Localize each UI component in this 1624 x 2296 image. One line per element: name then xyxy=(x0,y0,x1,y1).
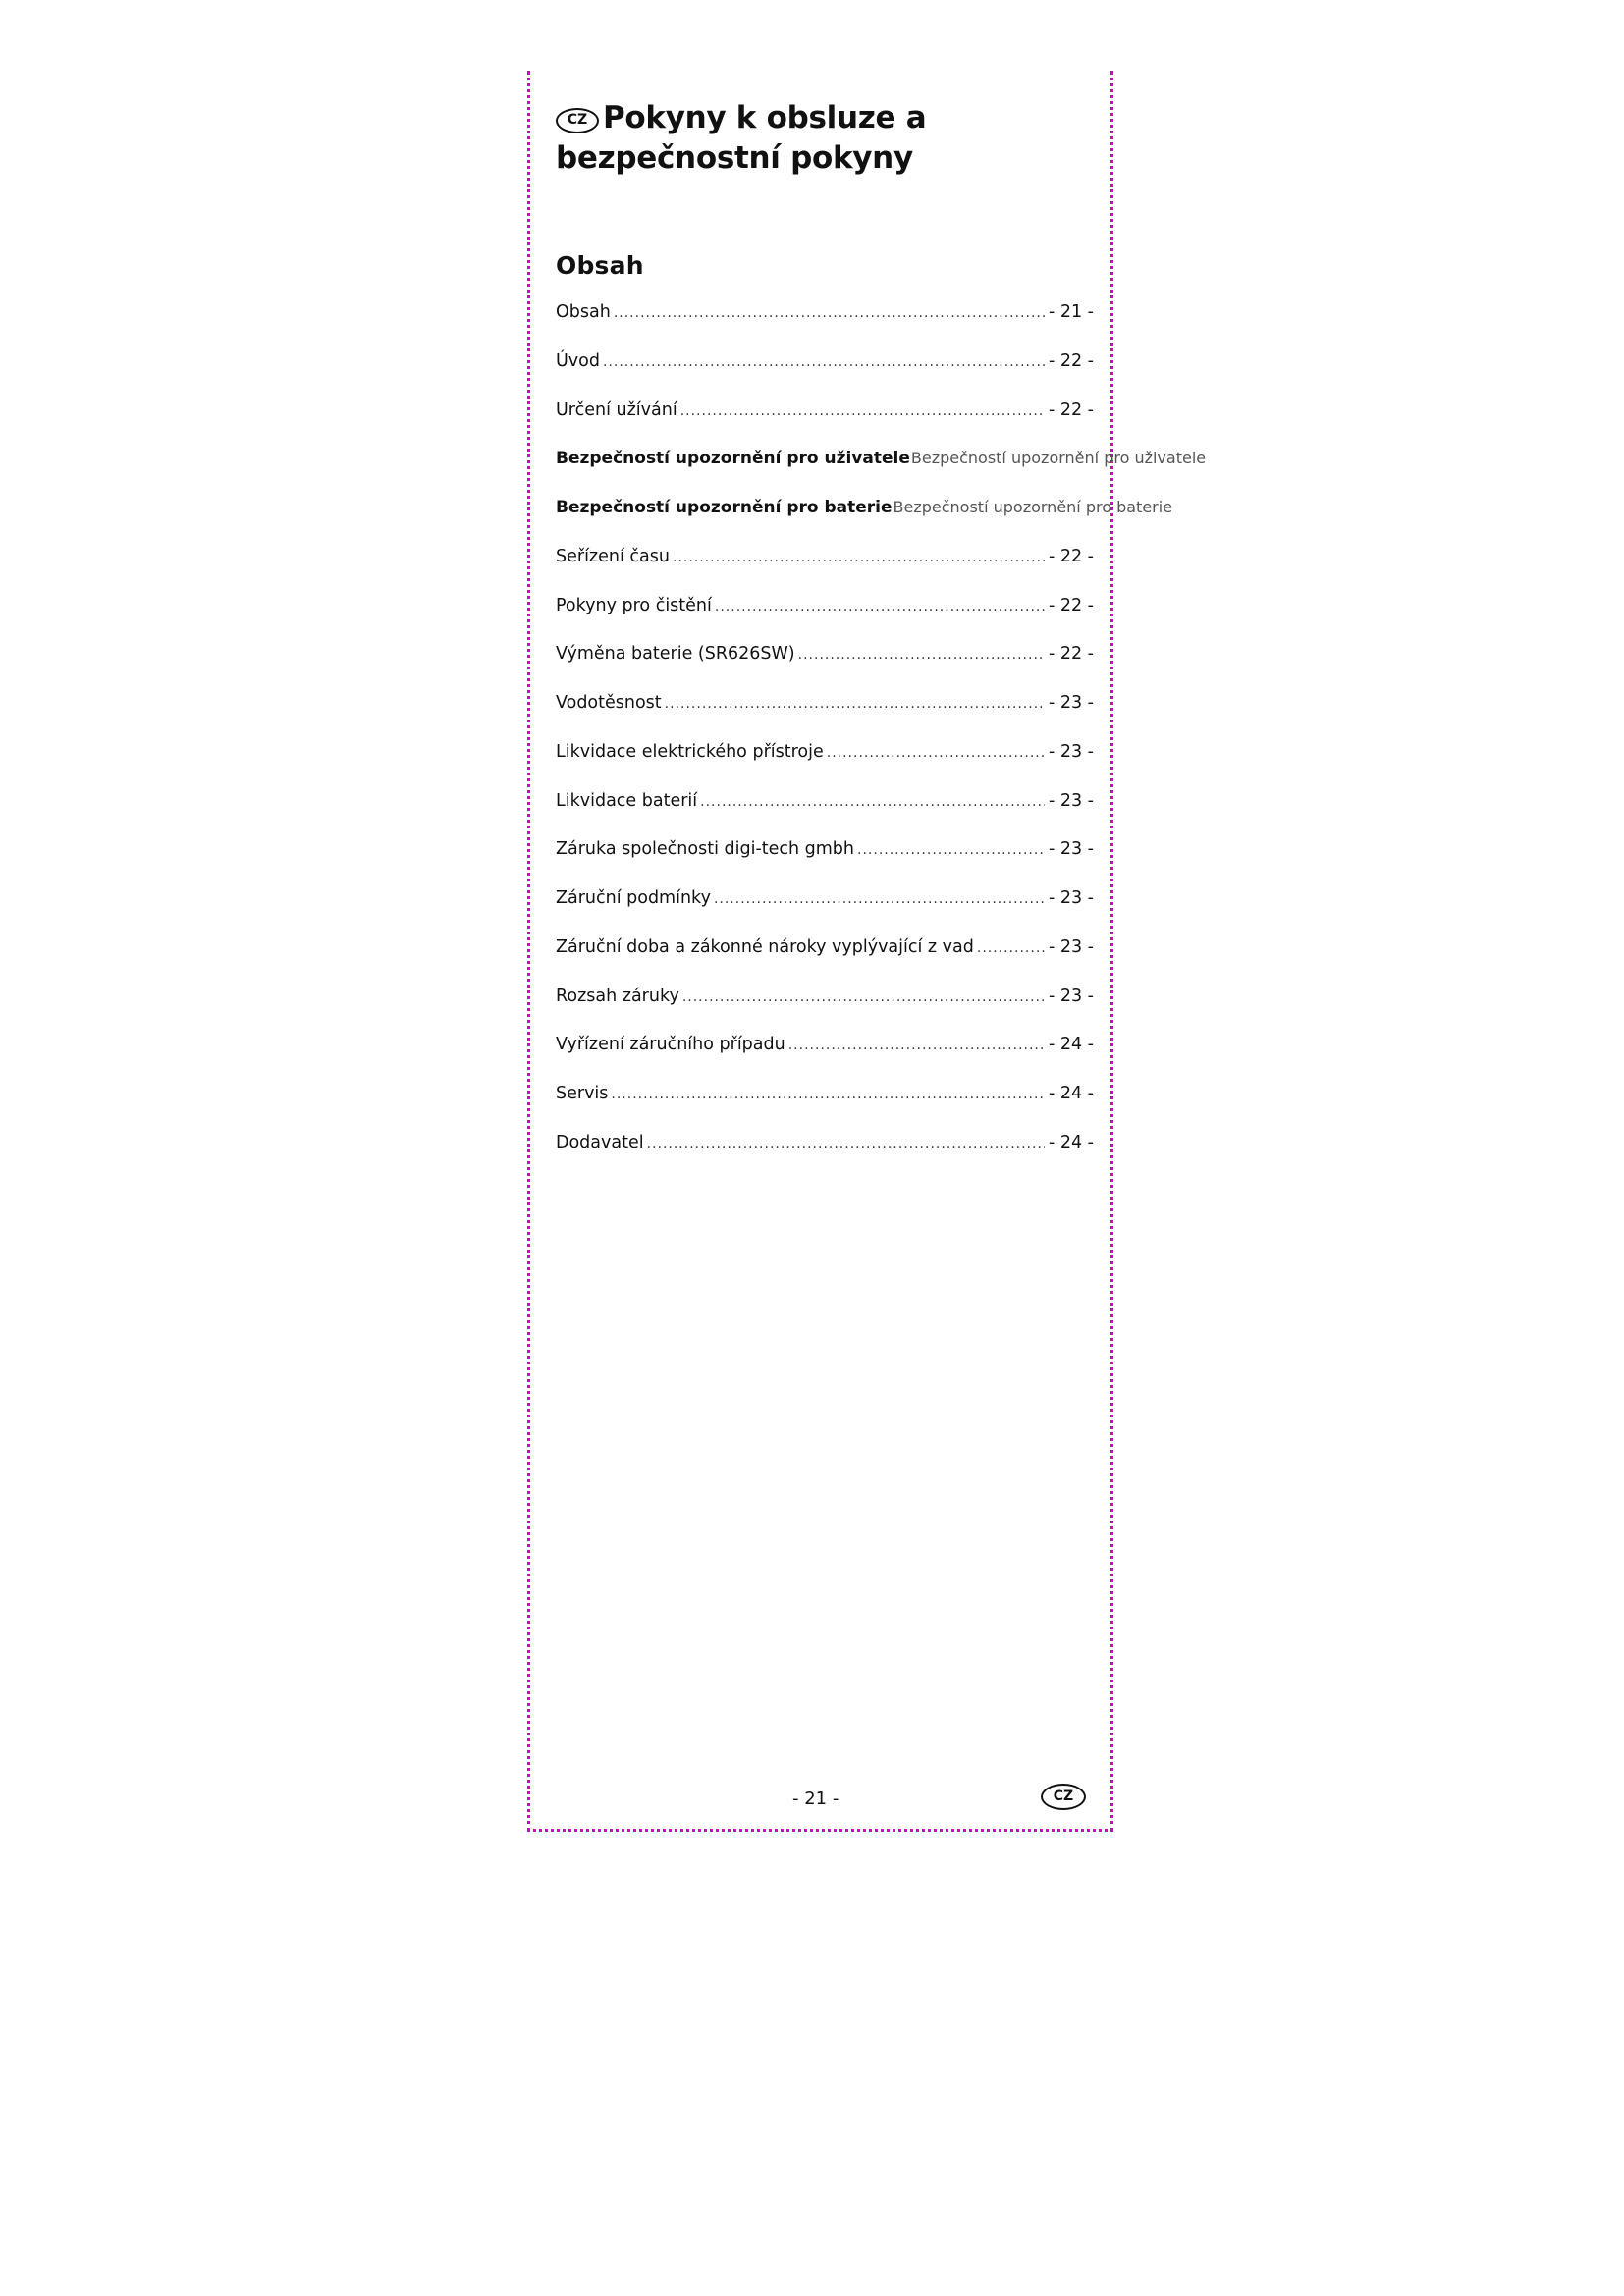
toc-entry[interactable] xyxy=(556,1035,1094,1084)
toc-entry-page: - 23 - xyxy=(1048,790,1094,811)
toc-entry-page: - 22 - xyxy=(1048,400,1094,420)
toc-dot-leader xyxy=(788,1038,1045,1053)
toc-entry[interactable] xyxy=(556,742,1094,791)
toc-entry-label: Vyřízení záručního případu xyxy=(556,1035,785,1055)
toc-entry-label: Záruka společnosti digi-tech gmbh xyxy=(556,839,855,860)
toc-entry-label: Vodotěsnost xyxy=(556,693,662,713)
toc-entry-page: - 21 - xyxy=(1048,302,1094,322)
toc-entry[interactable] xyxy=(556,987,1094,1036)
footer-cz-badge: CZ xyxy=(1041,1784,1086,1810)
toc-entry[interactable] xyxy=(556,351,1094,400)
page-title xyxy=(556,98,1066,179)
toc-dot-leader xyxy=(700,794,1045,810)
toc-entry-page: - 24 - xyxy=(1048,1084,1094,1103)
toc-dot-leader xyxy=(665,696,1045,712)
toc-entry-page: - 23 - xyxy=(1048,693,1094,713)
toc-entry[interactable] xyxy=(556,498,1173,547)
toc-entry[interactable] xyxy=(556,596,1094,645)
toc-entry[interactable] xyxy=(556,937,1094,987)
toc-entry-page: - 23 - xyxy=(1048,888,1094,908)
toc-entry-label: Obsah xyxy=(556,302,611,322)
toc-entry[interactable] xyxy=(556,888,1094,937)
toc-dot-leader xyxy=(673,550,1045,565)
toc-entry[interactable] xyxy=(556,547,1094,596)
toc-entry-page: - 22 - xyxy=(1048,350,1094,371)
toc-heading: Obsah xyxy=(556,251,644,280)
toc-entry-label: Seřízení času xyxy=(556,546,670,566)
toc-dot-leader xyxy=(857,842,1045,858)
toc-entry[interactable] xyxy=(556,693,1094,742)
toc-entry-label: Likvidace baterií xyxy=(556,790,698,811)
toc-entry-label: Rozsah záruky xyxy=(556,986,679,1006)
toc-dot-leader xyxy=(603,354,1045,370)
cz-language-badge: CZ xyxy=(556,108,599,133)
toc-dot-leader xyxy=(827,745,1045,761)
toc-entry[interactable] xyxy=(556,449,1207,498)
toc-entry-page: - 23 - xyxy=(1048,741,1094,762)
toc-entry-page: - 22 - xyxy=(1048,644,1094,665)
toc-dot-leader xyxy=(798,647,1045,663)
toc-entry-label: Úvod xyxy=(556,350,600,371)
toc-dot-leader xyxy=(977,940,1045,956)
table-of-contents xyxy=(556,302,1207,1182)
toc-entry-page: - 23 - xyxy=(1048,986,1094,1006)
toc-entry-page: - 23 - xyxy=(1048,839,1094,860)
toc-dot-leader xyxy=(614,305,1045,321)
toc-entry-label: Pokyny pro čistění xyxy=(556,595,712,615)
toc-entry[interactable] xyxy=(556,1084,1094,1133)
toc-entry-label: Bezpečností upozornění pro baterie xyxy=(556,498,893,517)
toc-entry-page: - 24 - xyxy=(1048,1035,1094,1055)
page-title-line2: bezpečnostní pokyny xyxy=(556,140,913,176)
toc-entry[interactable] xyxy=(556,791,1094,840)
toc-entry-page: - 23 - xyxy=(1048,936,1094,957)
toc-entry-label: Dodavatel xyxy=(556,1132,644,1152)
toc-entry[interactable] xyxy=(556,644,1094,693)
toc-dot-leader xyxy=(680,403,1045,419)
toc-entry[interactable] xyxy=(556,302,1094,351)
toc-dot-leader xyxy=(647,1136,1045,1151)
toc-entry[interactable] xyxy=(556,400,1094,450)
page-title-line1: Pokyny k obsluze a xyxy=(603,100,927,135)
toc-entry-page: - 22 - xyxy=(1048,595,1094,615)
toc-dot-leader xyxy=(682,989,1045,1005)
toc-entry[interactable] xyxy=(556,1133,1094,1182)
toc-entry-label: Záruční podmínky xyxy=(556,888,711,908)
toc-dot-leader xyxy=(714,891,1045,907)
toc-dot-leader xyxy=(611,1087,1045,1102)
toc-entry-label: Záruční doba a zákonné nároky vyplývající z vad xyxy=(556,936,974,957)
toc-entry-label: Výměna baterie (SR626SW) xyxy=(556,644,795,665)
toc-entry-page: - 22 - xyxy=(1048,546,1094,566)
toc-dot-leader xyxy=(715,599,1045,614)
toc-entry-label: Určení užívání xyxy=(556,400,677,420)
toc-entry-overlay-text: Bezpečností upozornění pro uživatele xyxy=(910,449,1207,468)
footer-page-number: - 21 - xyxy=(792,1789,839,1809)
toc-entry-label: Servis xyxy=(556,1084,609,1103)
toc-entry-page: - 24 - xyxy=(1048,1132,1094,1152)
toc-entry[interactable] xyxy=(556,839,1094,888)
toc-entry-overlay-text: Bezpečností upozornění pro baterie xyxy=(893,498,1173,516)
toc-entry-label: Likvidace elektrického přístroje xyxy=(556,741,824,762)
toc-entry-label: Bezpečností upozornění pro uživatele xyxy=(556,449,910,469)
